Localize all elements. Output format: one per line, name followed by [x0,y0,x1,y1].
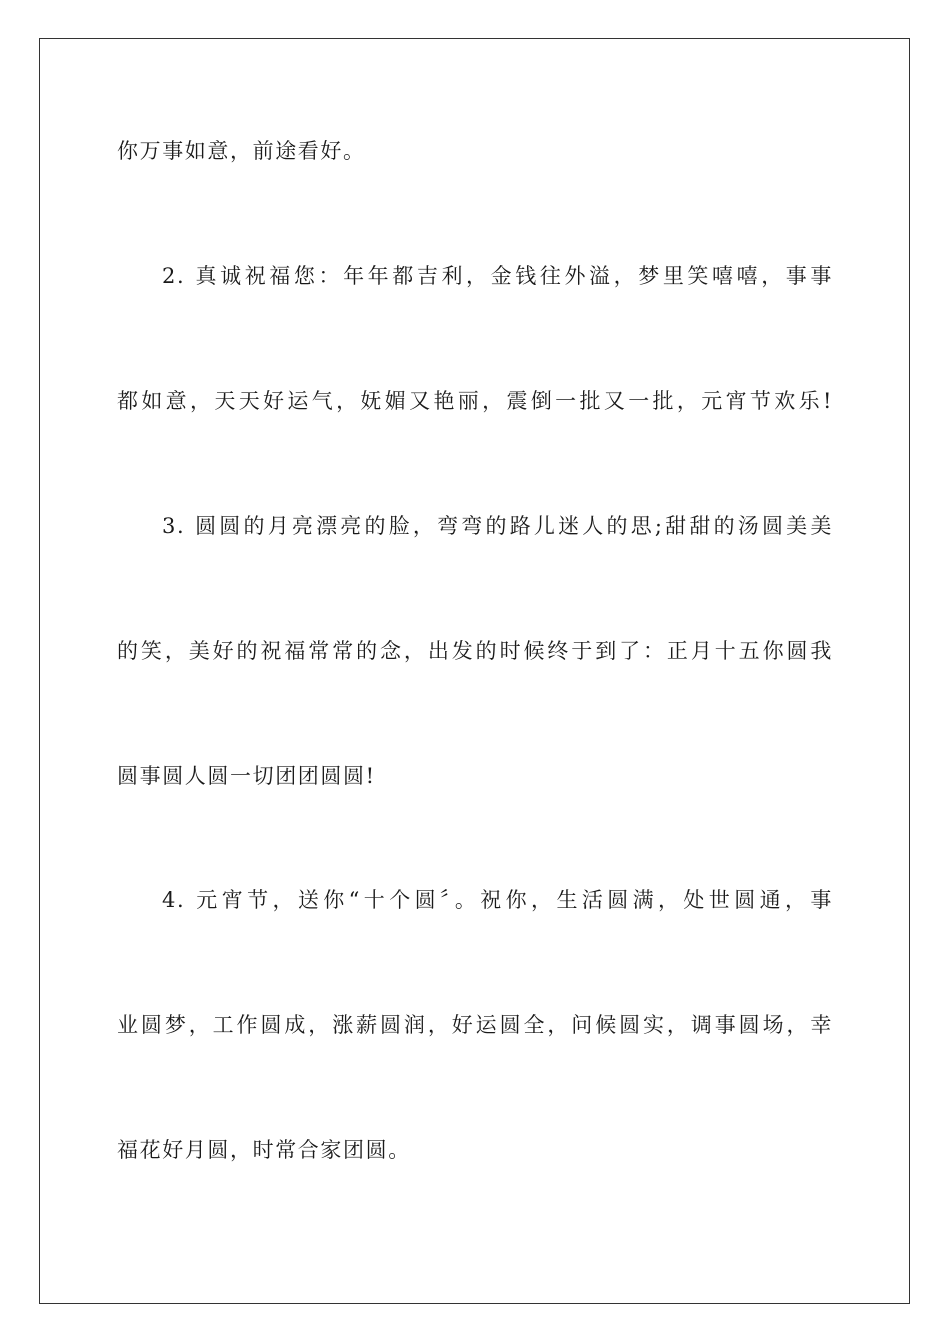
paragraph-2-line-1: 2. 真诚祝福您：年年都吉利，金钱往外溢，梦里笑嘻嘻，事事 [162,264,833,288]
paragraph-3-line-2: 的笑，美好的祝福常常的念，出发的时候终于到了：正月十五你圆我 [117,639,833,663]
paragraph-4-line-2: 业圆梦，工作圆成，涨薪圆润，好运圆全，问候圆实，调事圆场，幸 [117,1013,833,1037]
paragraph-4-line-1: 4. 元宵节，送你“十个圆〞。祝你，生活圆满，处世圆通，事 [162,888,833,912]
paragraph-4-line-3: 福花好月圆，时常合家团圆。 [117,1138,411,1162]
paragraph-1-line-1: 你万事如意，前途看好。 [117,139,366,163]
paragraph-3-line-3: 圆事圆人圆一切团团圆圆! [117,764,376,788]
paragraph-3-line-1: 3. 圆圆的月亮漂亮的脸，弯弯的路儿迷人的思;甜甜的汤圆美美 [162,514,833,538]
page-frame [39,38,910,1304]
paragraph-2-line-2: 都如意，天天好运气，妩媚又艳丽，震倒一批又一批，元宵节欢乐! [117,389,833,413]
